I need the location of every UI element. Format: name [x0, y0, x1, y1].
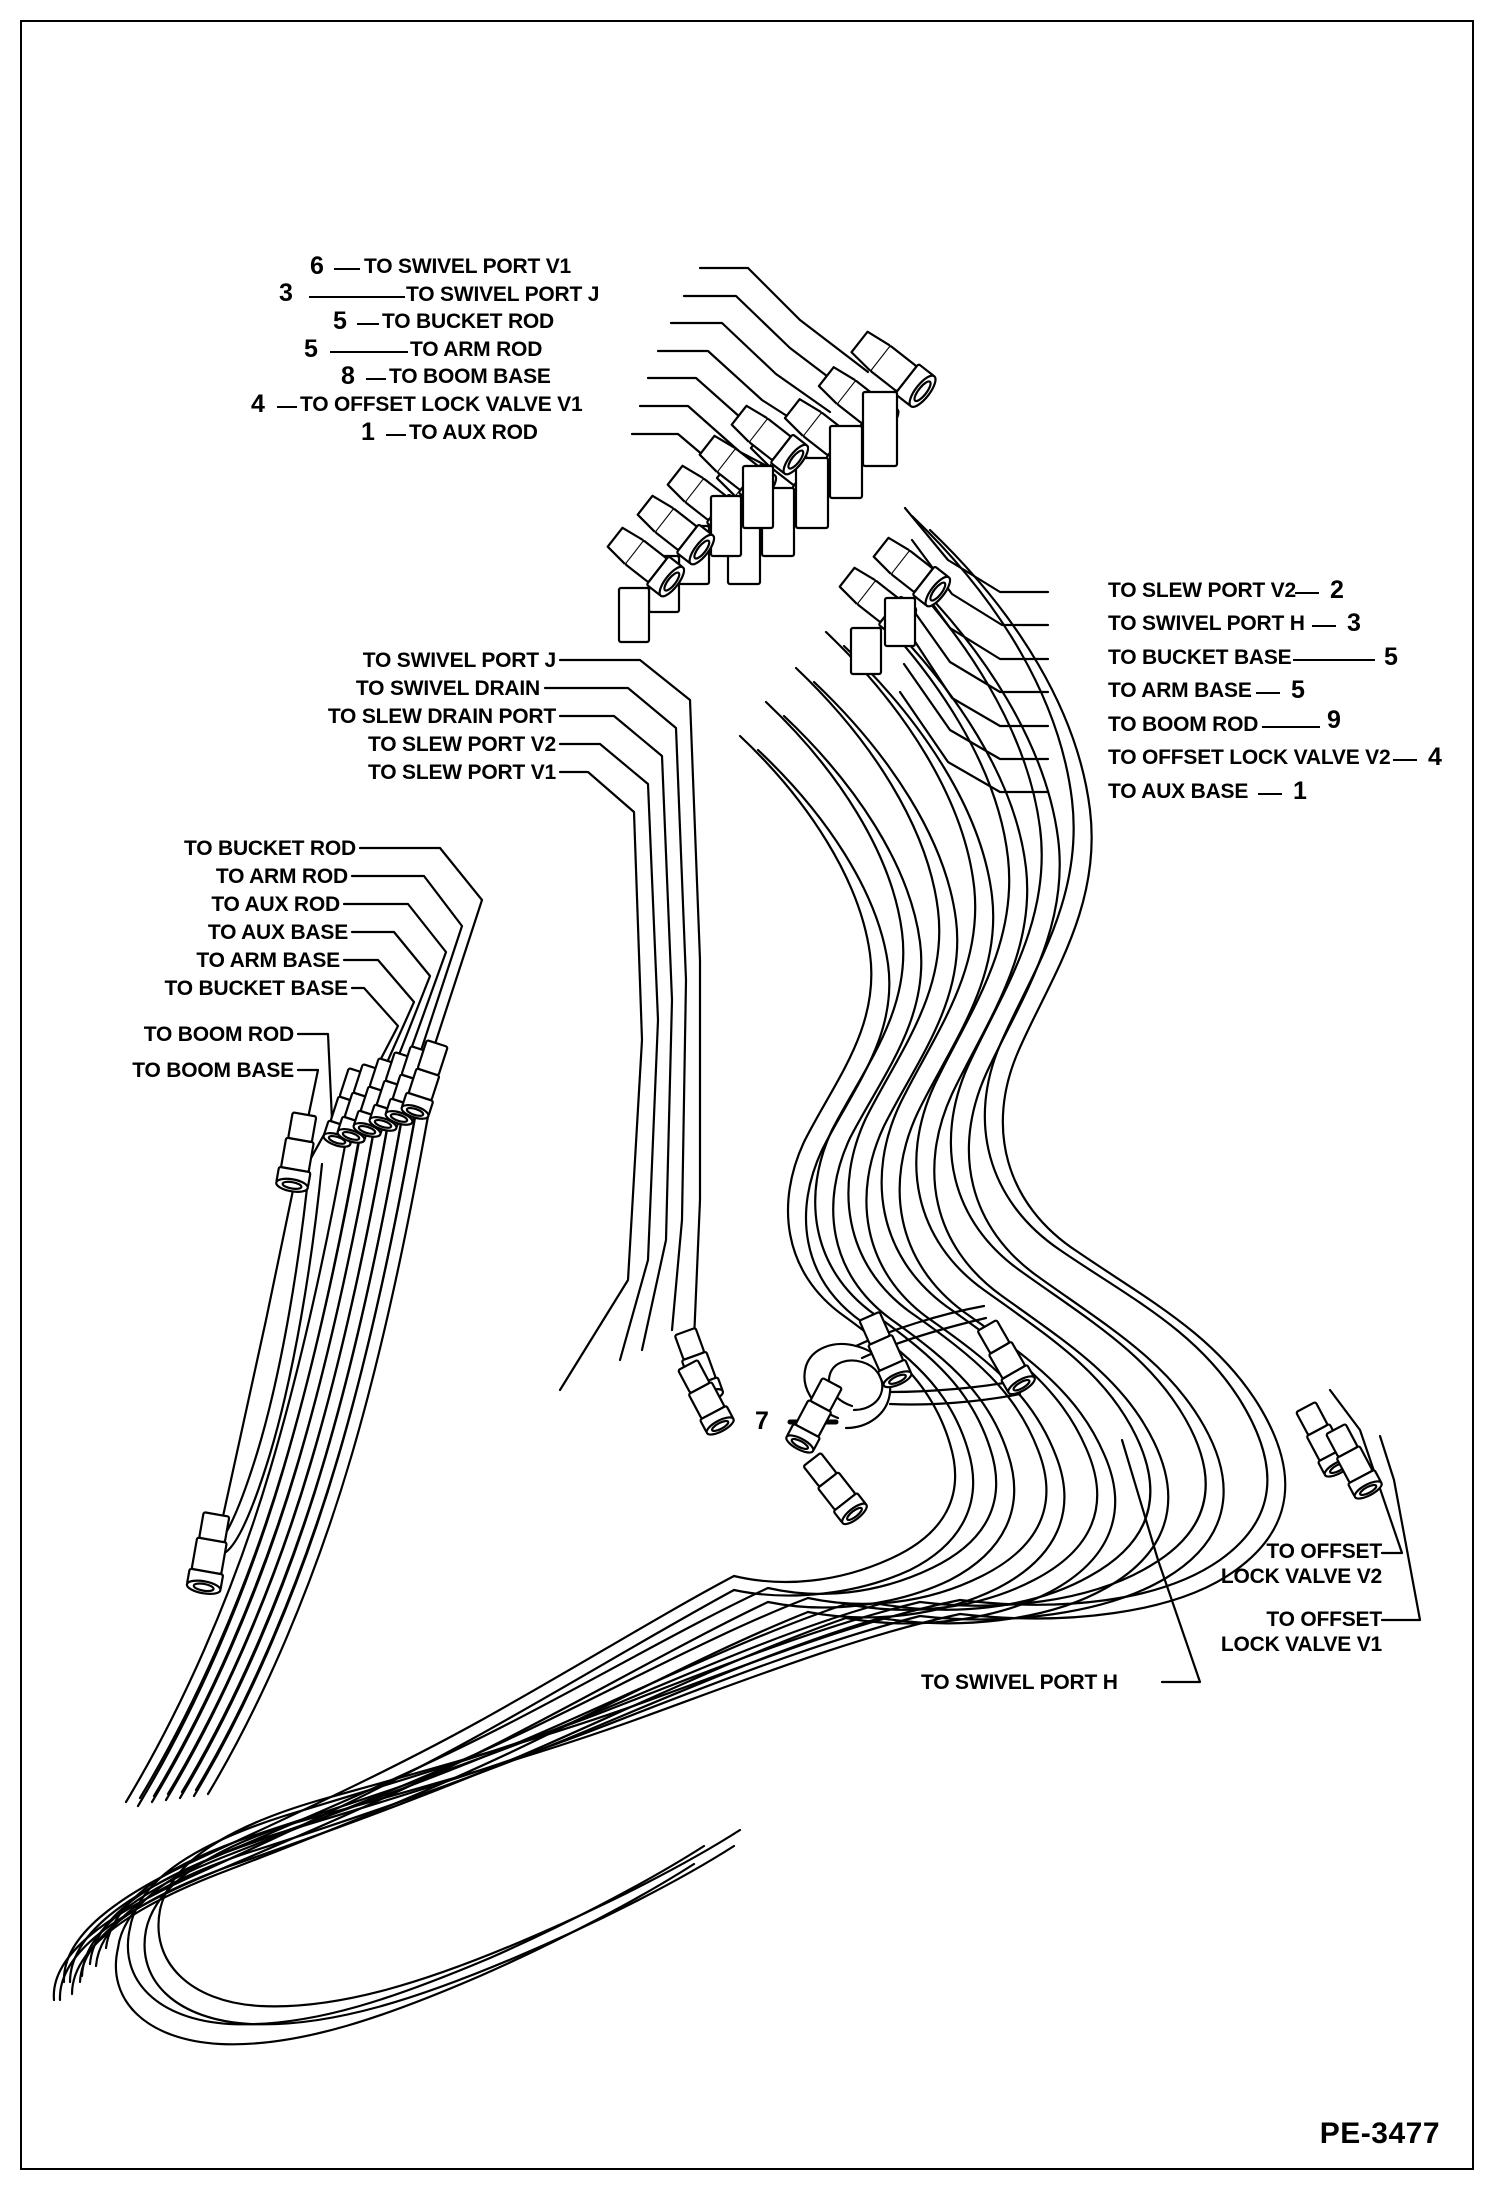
item-number-5-bucket-rod: 5: [333, 307, 347, 335]
leader-6: [334, 268, 360, 270]
callout-label-to-slew-port-v1: TO SLEW PORT V1: [368, 761, 556, 784]
callout-label-to-swivel-port-h-bottom: TO SWIVEL PORT H: [921, 1671, 1118, 1694]
callout-label-to-arm-base-right: TO ARM BASE: [1108, 679, 1252, 702]
callout-label-to-arm-rod-lower: TO ARM ROD: [215, 865, 348, 888]
item-number-5-bucket-base: 5: [1384, 643, 1398, 671]
leader-8: [366, 378, 386, 380]
item-number-4-right: 4: [1428, 743, 1442, 771]
leader-5-arm-rod: [330, 351, 408, 353]
callout-label-to-bucket-base-lower: TO BUCKET BASE: [164, 977, 348, 1000]
leader-swivel-port-h: [1312, 625, 1336, 627]
item-number-6: 6: [310, 252, 324, 280]
callout-label-to-bucket-rod-lower: TO BUCKET ROD: [183, 837, 356, 860]
callout-label-to-aux-base-lower: TO AUX BASE: [207, 921, 348, 944]
item-number-3-top: 3: [279, 279, 293, 307]
item-number-5-arm-base: 5: [1291, 676, 1305, 704]
callout-label-to-offset-lock-valve-v1-top: TO OFFSET LOCK VALVE V1: [300, 393, 583, 416]
offset-v2-line1: TO OFFSET: [1266, 1540, 1382, 1563]
callout-label-to-bucket-base-right: TO BUCKET BASE: [1108, 646, 1292, 669]
callout-label-to-aux-base-right: TO AUX BASE: [1108, 780, 1249, 803]
callout-label-to-offset-lock-valve-v2-right: TO OFFSET LOCK VALVE V2: [1108, 746, 1391, 769]
item-number-9: 9: [1327, 706, 1341, 734]
leader-5-bucket-rod: [357, 323, 379, 325]
item-number-2: 2: [1330, 576, 1344, 604]
callout-label-to-arm-base-lower: TO ARM BASE: [196, 949, 340, 972]
callout-label-to-boom-base-left: TO BOOM BASE: [132, 1059, 294, 1082]
callout-label-to-slew-drain-port: TO SLEW DRAIN PORT: [327, 705, 556, 728]
leader-slew-port-v2: [1295, 592, 1319, 594]
item-number-4-top: 4: [251, 390, 265, 418]
callout-label-to-swivel-port-j-top: TO SWIVEL PORT J: [406, 283, 600, 306]
leader-3-top: [309, 296, 405, 298]
callout-label-to-swivel-drain: TO SWIVEL DRAIN: [355, 677, 540, 700]
callout-label-to-boom-rod-right: TO BOOM ROD: [1108, 713, 1259, 736]
leader-offset-lock-valve-v2: [1393, 759, 1417, 761]
callout-label-to-offset-lock-valve-v2-bottom: [1118, 1540, 1382, 1590]
callout-label-to-slew-port-v2: TO SLEW PORT V2: [1108, 579, 1296, 602]
callout-label-to-offset-lock-valve-v1-bottom: [1118, 1608, 1382, 1658]
callout-label-to-boom-rod-left: TO BOOM ROD: [143, 1023, 294, 1046]
item-number-7: 7: [755, 1407, 769, 1435]
leader-1-aux-rod: [386, 434, 406, 436]
leader-arm-base: [1256, 692, 1280, 694]
item-number-3-right: 3: [1347, 609, 1361, 637]
callout-label-to-slew-port-v2: TO SLEW PORT V2: [368, 733, 556, 756]
item-number-1-aux-base: 1: [1293, 777, 1307, 805]
item-number-8: 8: [341, 362, 355, 390]
callout-label-to-aux-rod-top: TO AUX ROD: [409, 421, 538, 444]
callout-label-to-boom-base-top: TO BOOM BASE: [389, 365, 551, 388]
offset-v1-line1: TO OFFSET: [1266, 1608, 1382, 1631]
leader-4-top: [277, 406, 297, 408]
page-border: [20, 20, 1474, 2170]
item-number-5-arm-rod: 5: [304, 335, 318, 363]
callout-label-to-bucket-rod-top: TO BUCKET ROD: [382, 310, 555, 333]
leader-bucket-base: [1293, 659, 1375, 661]
callout-label-to-aux-rod-lower: TO AUX ROD: [211, 893, 340, 916]
leader-aux-base: [1258, 793, 1282, 795]
page-code: PE-3477: [1319, 2117, 1440, 2150]
offset-v1-line2: LOCK VALVE V1: [1220, 1632, 1382, 1656]
callout-label-to-arm-rod-top: TO ARM ROD: [410, 338, 543, 361]
offset-v2-line2: LOCK VALVE V2: [1220, 1564, 1382, 1588]
callout-label-to-swivel-port-v1: TO SWIVEL PORT V1: [364, 255, 572, 278]
callout-label-to-swivel-port-j-mid: TO SWIVEL PORT J: [362, 649, 556, 672]
item-number-1-aux-rod: 1: [361, 418, 375, 446]
leader-boom-rod: [1262, 726, 1320, 728]
callout-label-to-swivel-port-h-right: TO SWIVEL PORT H: [1108, 612, 1305, 635]
